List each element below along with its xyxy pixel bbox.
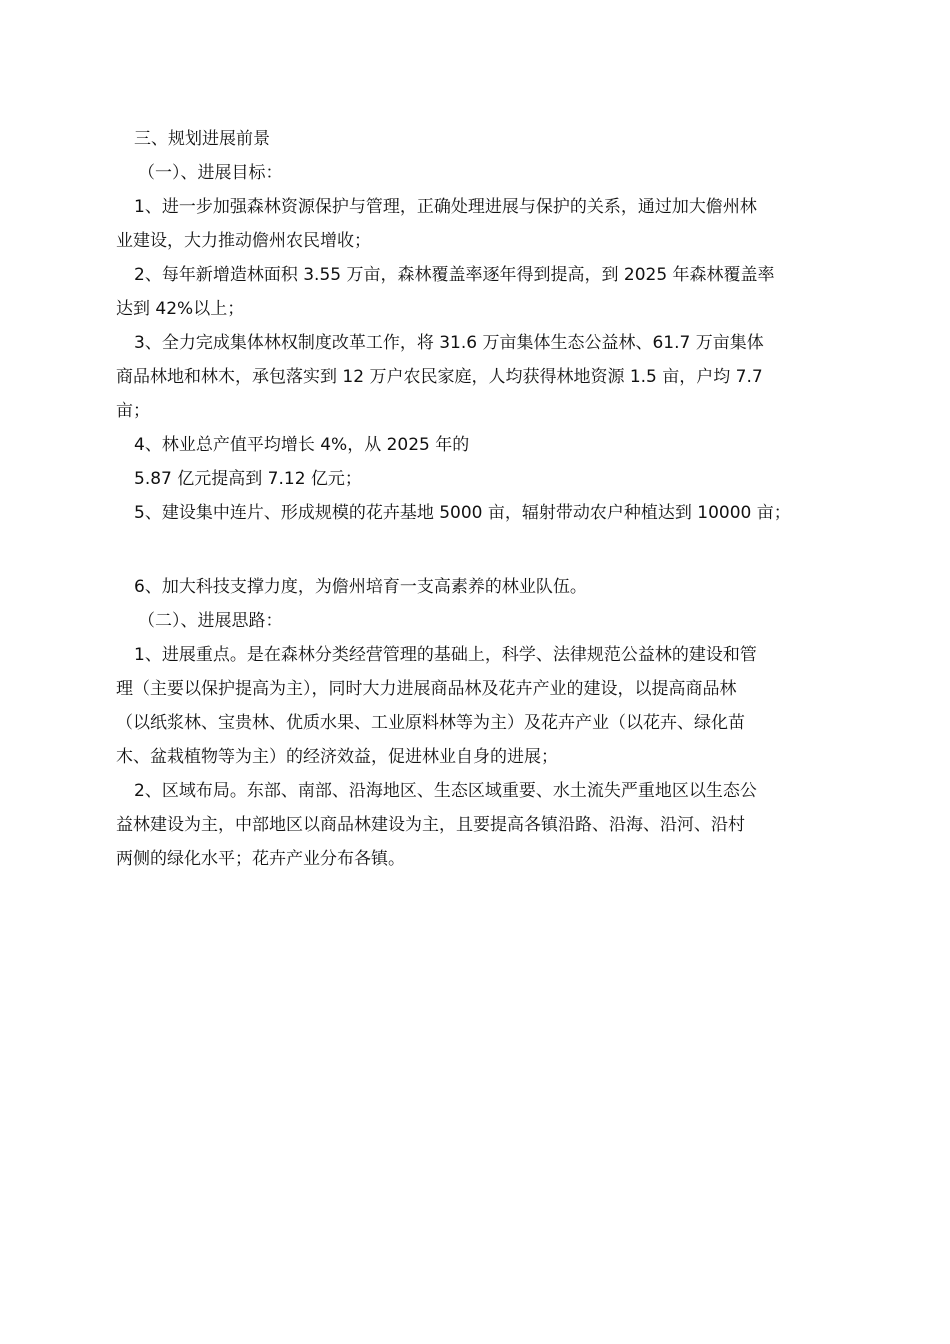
idea-1-line-4: 木、盆栽植物等为主）的经济效益，促进林业自身的进展；: [116, 747, 558, 767]
idea-1-line-2: 理（主要以保护提高为主），同时大力进展商品林及花卉产业的建设，以提高商品林: [116, 679, 737, 699]
goal-2-line-1: 2、每年新增造林面积 3.55 万亩，森林覆盖率逐年得到提高，到 2025 年森林覆盖率: [134, 265, 775, 285]
subsection-title-ideas: （二）、进展思路：: [138, 611, 283, 631]
goal-5-line-1: 5、建设集中连片、形成规模的花卉基地 5000 亩，辐射带动农户种植达到 10000 亩；: [134, 503, 791, 523]
goal-1-line-1: 1、进一步加强森林资源保护与管理，正确处理进展与保护的关系，通过加大儋州林: [134, 197, 757, 217]
goal-3-line-2: 商品林地和林木，承包落实到 12 万户农民家庭，人均获得林地资源 1.5 亩，户均 7.7: [116, 367, 763, 387]
goal-2-line-2: 达到 42%以上；: [116, 299, 245, 319]
idea-1-line-1: 1、进展重点。是在森林分类经营管理的基础上，科学、法律规范公益林的建设和管: [134, 645, 757, 665]
goal-1-line-2: 业建设，大力推动儋州农民增收；: [116, 231, 371, 251]
idea-2-line-2: 益林建设为主，中部地区以商品林建设为主，且要提高各镇沿路、沿海、沿河、沿村: [116, 815, 745, 835]
idea-1-line-3: （以纸浆林、宝贵林、优质水果、工业原料林等为主）及花卉产业（以花卉、绿化苗: [116, 713, 745, 733]
goal-3-line-3: 亩；: [116, 401, 150, 421]
goal-3-line-1: 3、全力完成集体林权制度改革工作，将 31.6 万亩集体生态公益林、61.7 万亩集体: [134, 333, 764, 353]
document-body: [116, 122, 846, 876]
idea-2-line-1: 2、区域布局。东部、南部、沿海地区、生态区域重要、水土流失严重地区以生态公: [134, 781, 757, 801]
idea-2-line-3: 两侧的绿化水平；花卉产业分布各镇。: [116, 849, 405, 869]
section-heading: 三、规划进展前景: [134, 129, 270, 149]
goal-4-line-1: 4、林业总产值平均增长 4%，从 2025 年的: [134, 435, 470, 455]
goal-4-line-2: 5.87 亿元提高到 7.12 亿元；: [134, 469, 362, 489]
subsection-title-goals: （一）、进展目标：: [138, 163, 283, 183]
goal-6-line-1: 6、加大科技支撑力度，为儋州培育一支高素养的林业队伍。: [134, 577, 587, 597]
